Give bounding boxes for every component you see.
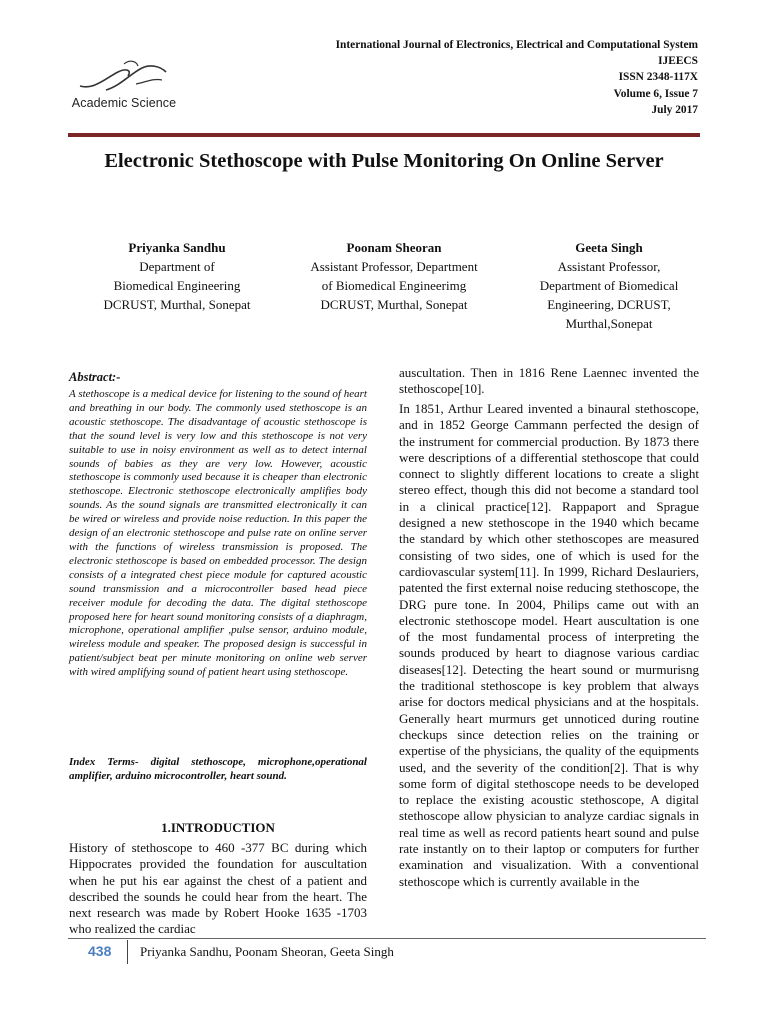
journal-abbrev: IJEECS (658, 55, 698, 68)
author-name: Poonam Sheoran (346, 240, 442, 255)
swoosh-icon (76, 60, 172, 94)
author-affiliation-line: Murthal,Sonepat (565, 316, 653, 331)
journal-date: July 2017 (651, 103, 698, 116)
author-block-3 (520, 238, 698, 333)
author-affiliation-line: DCRUST, Murthal, Sonepat (320, 297, 468, 312)
journal-volume: Volume 6, Issue 7 (613, 87, 698, 100)
logo-text: Academic Science (71, 96, 177, 110)
right-column-paragraph-1: auscultation. Then in 1816 Rene Laennec invented the stethoscope[10]. (399, 365, 699, 397)
author-affiliation-line: Department of (139, 259, 215, 274)
abstract-body: A stethoscope is a medical device for listening to the sound of heart and breathing in our body. The commonly used stethoscope is an acoustic stethoscope. The disadvantage of acoustic stethoscope is that the sound level is very low and this stethoscope is not very suitable to use in noisy environment as well as to detect internal sounds of babies as they are very low. However, acoustic stethoscope is commonly used because it is cheaper than electronic stethoscope. Electronic stethoscope electronically amplifies body sounds. As the sound signals are transmitted electronically it can be wired or wireless and provide noise reduction. In this paper the design of an electronic stethoscope and pulse rate on online server with the functions of wireless transmission is proposed. The electronic stethoscope is based on embedded processor. The design consists of a integrated chest piece module for captured acoustic sound transmission and a microcontroller based head piece receiver module for decoding the data. The digital stethoscope proposed here for heart sound monitoring consists of a diaphragm, microphone, operational amplifier ,pulse sensor, arduino module, wireless module and speaker. The proposed design is successful in patient/subject beat per minute monitoring on online web server with wired amplifying sound of patient heart using stethoscope. (69, 388, 367, 679)
author-affiliation-line: DCRUST, Murthal, Sonepat (103, 297, 251, 312)
introduction-body: History of stethoscope to 460 -377 BC during which Hippocrates provided the foundation for auscultation when he put his ear against the chest of a patient and described the sounds he could hear from the heart. The next research was made by Robert Hooke 1635 -1703 who realized the cardiac (69, 840, 367, 937)
author-affiliation-line: Assistant Professor, Department (310, 259, 478, 274)
author-affiliation-line: Assistant Professor, (557, 259, 661, 274)
author-affiliation-line: of Biomedical Engineerimg (321, 278, 467, 293)
author-affiliation-line: Engineering, DCRUST, (547, 297, 671, 312)
publisher-logo (66, 60, 182, 116)
header-divider (68, 133, 700, 137)
author-block-2 (296, 238, 492, 314)
journal-header (336, 37, 698, 118)
author-name: Geeta Singh (575, 240, 643, 255)
index-terms: Index Terms- digital stethoscope, microphone,operational amplifier, arduino microcontroller, heart sound. (69, 756, 367, 782)
section-heading-introduction: 1.INTRODUCTION (161, 820, 275, 835)
journal-name: International Journal of Electronics, Electrical and Computational System (335, 39, 698, 51)
author-affiliation-line: Department of Biomedical (539, 278, 679, 293)
journal-issn: ISSN 2348-117X (618, 71, 698, 84)
paper-title: Electronic Stethoscope with Pulse Monitoring On Online Server (104, 150, 664, 172)
right-column-paragraph-2: In 1851, Arthur Leared invented a binaural stethoscope, and in 1852 George Cammann perfected the design of the instrument for commercial production. By 1873 there were descriptions of a differential stethoscope that could connect to slightly different locations to create a slight stereo effect, though this did not become a standard tool in a clinical practice[12]. Rappaport and Sprague designed a new stethoscope in the 1940 which became the standard by which other stethoscopes are measured consisting of two sides, one of which is used for the cardiovascular system[11]. In 1999, Richard Deslauriers, patented the first external noise reducing stethoscope, the DRG pure tone. In 2004, Philips came out with an electronic stethoscope model. Heart auscultation is one of the most fundamental process of interpreting the sounds produced by heart to diagnose various cardiac diseases[12]. Detecting the heart sound or murmurisng the traditional stethoscope is key problem that always arise for doctors medical physicians and at the hospitals. Generally heart murmurs get unnoticed during routine checkups since detection relies on the training or expertise of the physicians, the quality of the equipments used, and the severity of the condition[2]. That is why some form of digital stethoscope needs to be developed to replace the existing acoustic stethoscope, A digital stethoscope allow physician to analyze cardiac signals in real time as well as record patients heart sound and pulse rate instantly on to their laptop or computers for further examination and visualization. With a conventional stethoscope which is currently available in the (399, 401, 699, 889)
author-name: Priyanka Sandhu (128, 240, 226, 255)
author-affiliation-line: Biomedical Engineering (113, 278, 241, 293)
footer-separator (127, 940, 128, 964)
author-block-1 (84, 238, 270, 314)
footer-divider (68, 938, 706, 939)
footer-authors: Priyanka Sandhu, Poonam Sheoran, Geeta Singh (140, 944, 394, 959)
page-number: 438 (88, 943, 112, 959)
abstract-heading: Abstract:- (69, 370, 121, 384)
